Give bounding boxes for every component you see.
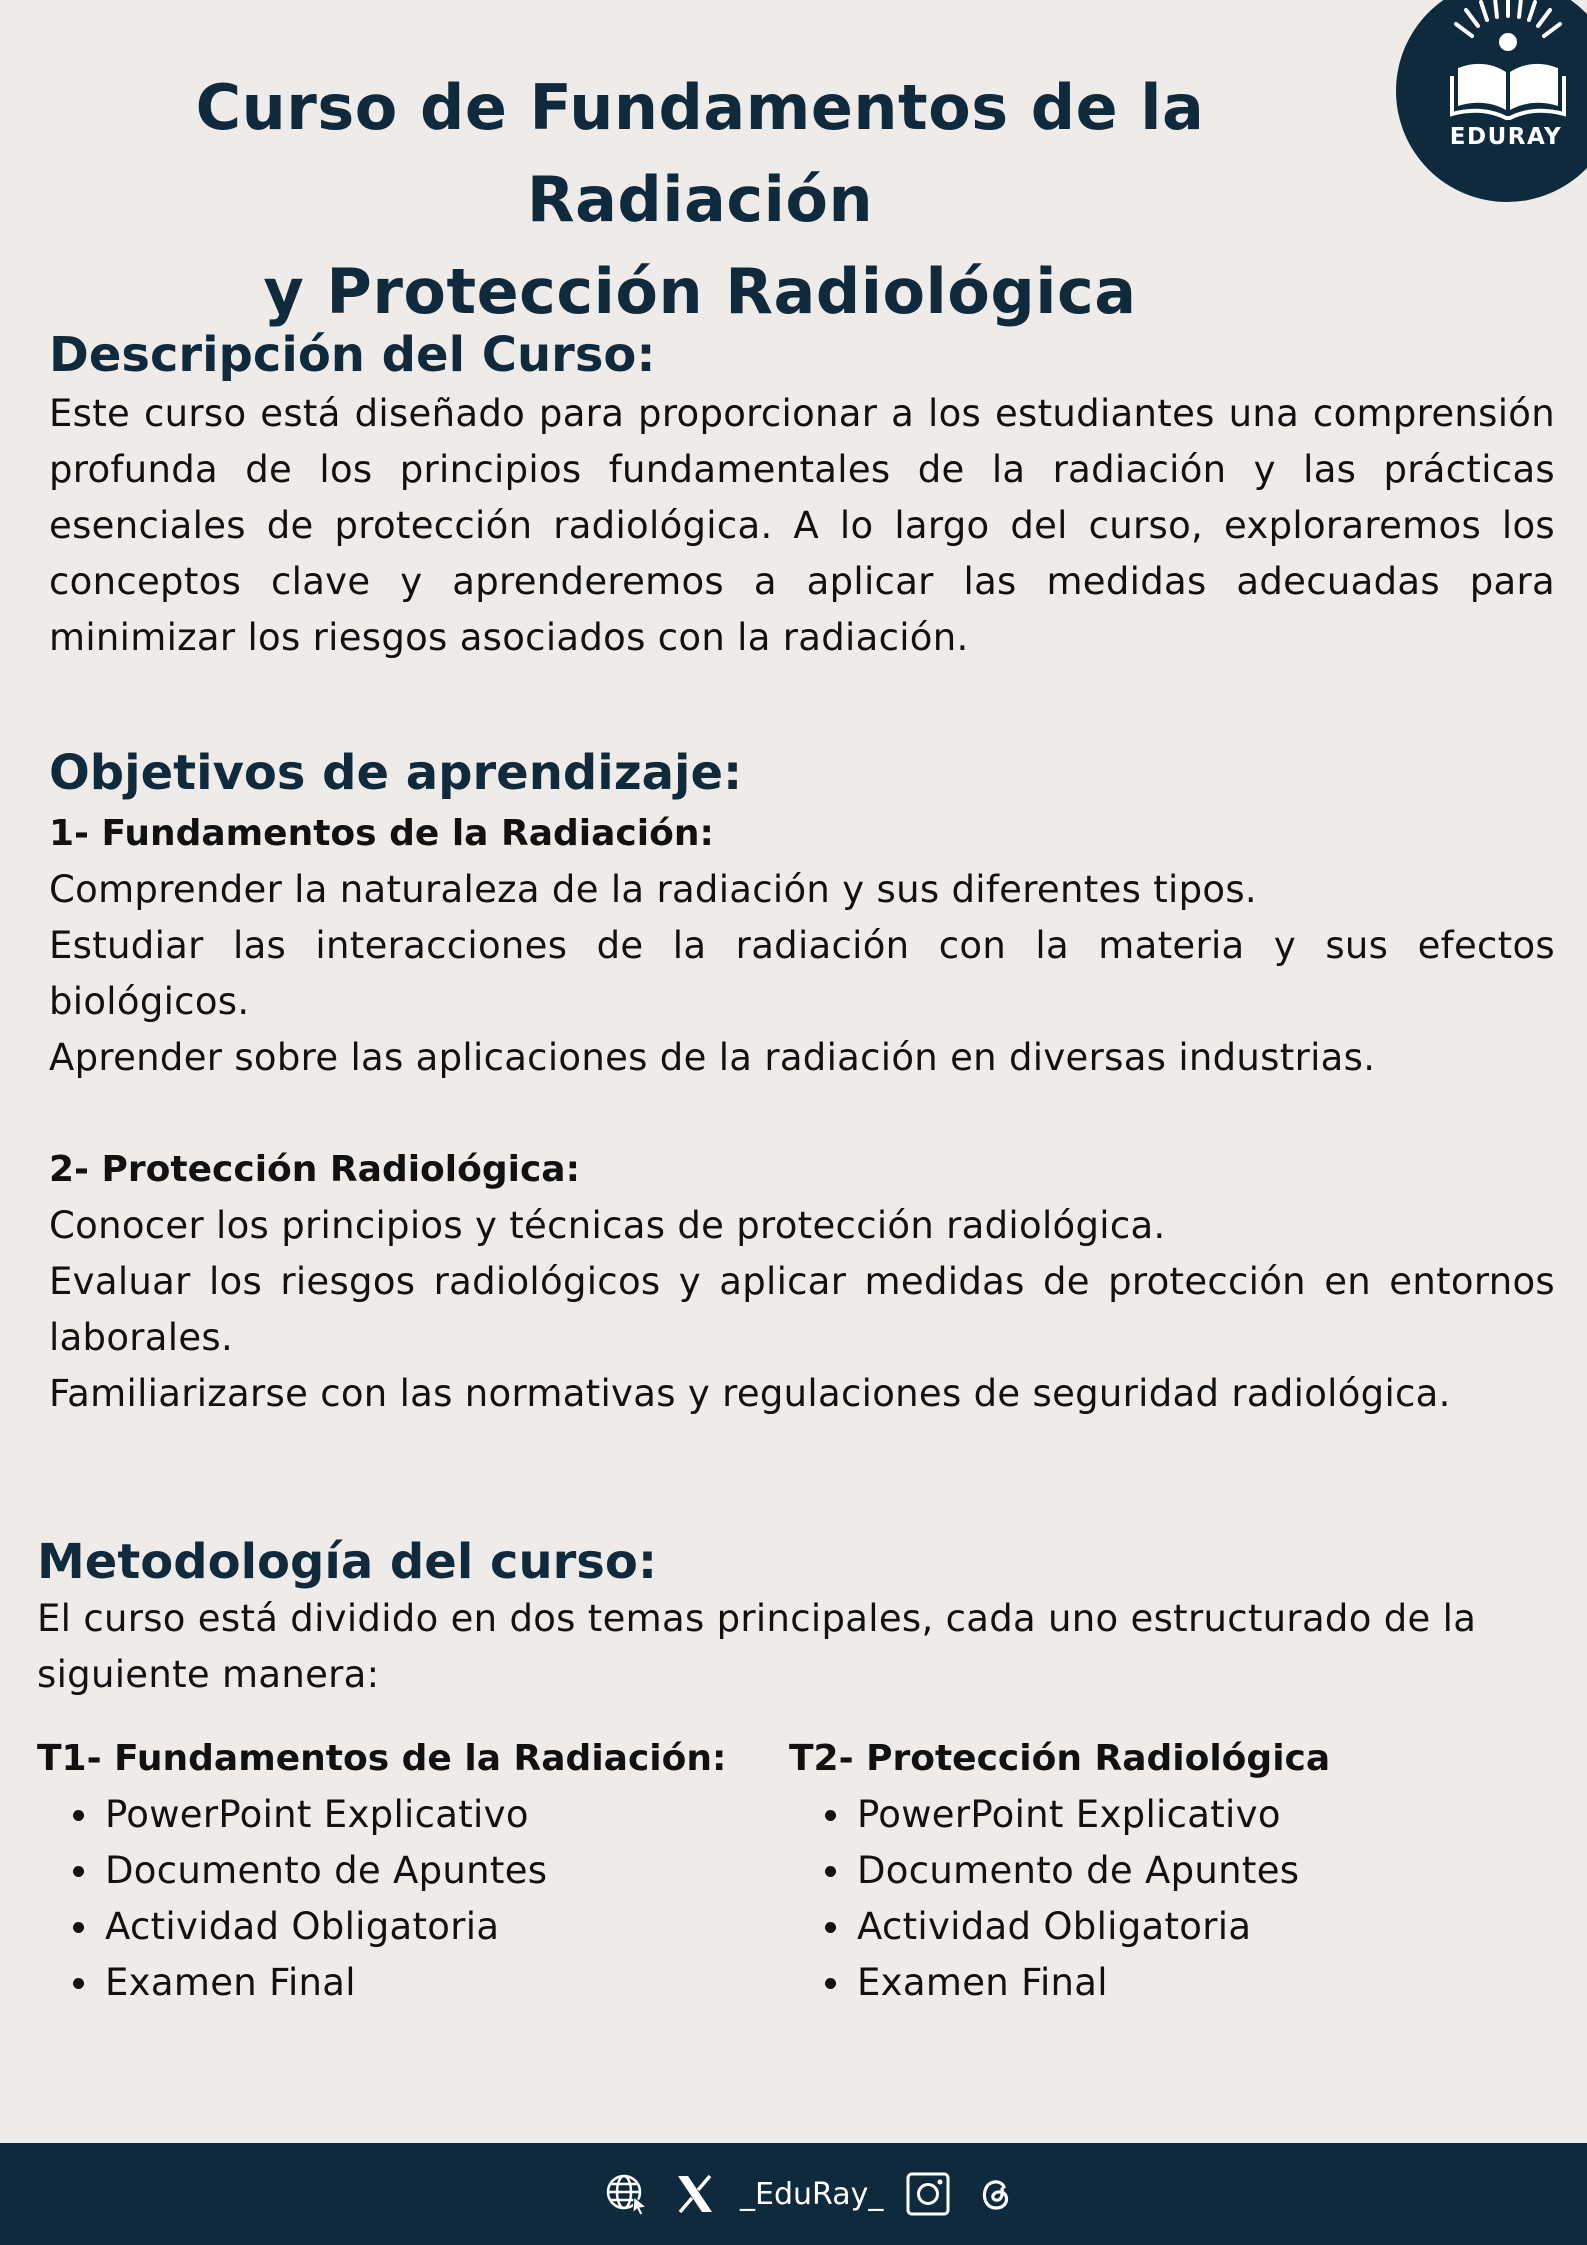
x-logo-icon[interactable] xyxy=(672,2171,718,2217)
list-item-label: Examen Final xyxy=(105,1961,356,2004)
objectives-section xyxy=(49,744,1555,1422)
instagram-icon[interactable] xyxy=(905,2171,951,2217)
list-item-label: Documento de Apuntes xyxy=(857,1849,1300,1892)
topic-title: T1- Fundamentos de la Radiación: xyxy=(37,1738,727,1779)
objective-group-title: 2- Protección Radiológica: xyxy=(49,1149,580,1190)
list-item xyxy=(37,1843,726,1899)
eduray-logo xyxy=(1396,0,1587,202)
page-title xyxy=(40,62,1360,338)
list-item xyxy=(789,1843,1330,1899)
objective-group-title: 1- Fundamentos de la Radiación: xyxy=(49,813,714,854)
threads-icon[interactable] xyxy=(973,2171,1019,2217)
bullet-icon xyxy=(73,1866,84,1877)
methodology-heading: Metodología del curso: xyxy=(37,1534,658,1590)
topic-title: T2- Protección Radiológica xyxy=(789,1738,1331,1779)
topic-list xyxy=(37,1787,726,2011)
footer-bar xyxy=(0,2143,1587,2245)
objectives-heading: Objetivos de aprendizaje: xyxy=(49,745,743,801)
list-item xyxy=(789,1955,1330,2011)
objective-item: Aprender sobre las aplicaciones de la radiación en diversas industrias. xyxy=(49,1036,1376,1079)
list-item xyxy=(789,1899,1330,1955)
list-item xyxy=(37,1955,726,2011)
title-line-2: y Protección Radiológica xyxy=(263,255,1137,328)
list-item xyxy=(37,1787,726,1843)
objective-group-1 xyxy=(49,806,1555,1086)
description-text: Este curso está diseñado para proporcionar a los estudiantes una comprensión profunda de los principios fundamentales de la radiación y las prácticas esenciales de protección radiológica. A lo largo del curso, exploraremos los conceptos clave y aprenderemos a aplicar las medidas adecuadas para minimizar los riesgos asociados con la radiación. xyxy=(49,392,1555,659)
list-item-label: Actividad Obligatoria xyxy=(105,1905,500,1948)
bullet-icon xyxy=(825,1810,836,1821)
globe-cursor-icon[interactable] xyxy=(604,2171,650,2217)
topic-list xyxy=(789,1787,1330,2011)
topic-2 xyxy=(789,1731,1330,2011)
objective-item: Evaluar los riesgos radiológicos y aplicar medidas de protección en entornos laborales. xyxy=(49,1260,1555,1359)
list-item-label: PowerPoint Explicativo xyxy=(857,1793,1281,1836)
methodology-section xyxy=(37,1533,1555,1703)
footer-handle[interactable]: _EduRay_ xyxy=(740,2176,884,2212)
objective-item: Conocer los principios y técnicas de protección radiológica. xyxy=(49,1204,1166,1247)
logo-text: EDURAY xyxy=(1449,124,1563,150)
bullet-icon xyxy=(73,1978,84,1989)
open-book-sun-icon xyxy=(1396,0,1587,202)
topic-1 xyxy=(37,1731,726,2011)
description-heading: Descripción del Curso: xyxy=(49,327,656,383)
list-item xyxy=(37,1899,726,1955)
list-item-label: Examen Final xyxy=(857,1961,1108,2004)
bullet-icon xyxy=(825,1866,836,1877)
list-item-label: Documento de Apuntes xyxy=(105,1849,548,1892)
objective-group-2 xyxy=(49,1142,1555,1422)
title-line-1: Curso de Fundamentos de la Radiación xyxy=(195,71,1205,236)
bullet-icon xyxy=(73,1922,84,1933)
bullet-icon xyxy=(825,1978,836,1989)
bullet-icon xyxy=(825,1922,836,1933)
list-item-label: PowerPoint Explicativo xyxy=(105,1793,529,1836)
description-section xyxy=(49,326,1555,666)
list-item-label: Actividad Obligatoria xyxy=(857,1905,1252,1948)
footer-social xyxy=(604,2167,1019,2221)
objective-item: Estudiar las interacciones de la radiación con la materia y sus efectos biológicos. xyxy=(49,924,1555,1023)
list-item xyxy=(789,1787,1330,1843)
bullet-icon xyxy=(73,1810,84,1821)
methodology-text: El curso está dividido en dos temas principales, cada uno estructurado de la siguiente manera: xyxy=(37,1597,1477,1696)
objective-item: Familiarizarse con las normativas y regulaciones de seguridad radiológica. xyxy=(49,1372,1451,1415)
objective-item: Comprender la naturaleza de la radiación y sus diferentes tipos. xyxy=(49,868,1257,911)
